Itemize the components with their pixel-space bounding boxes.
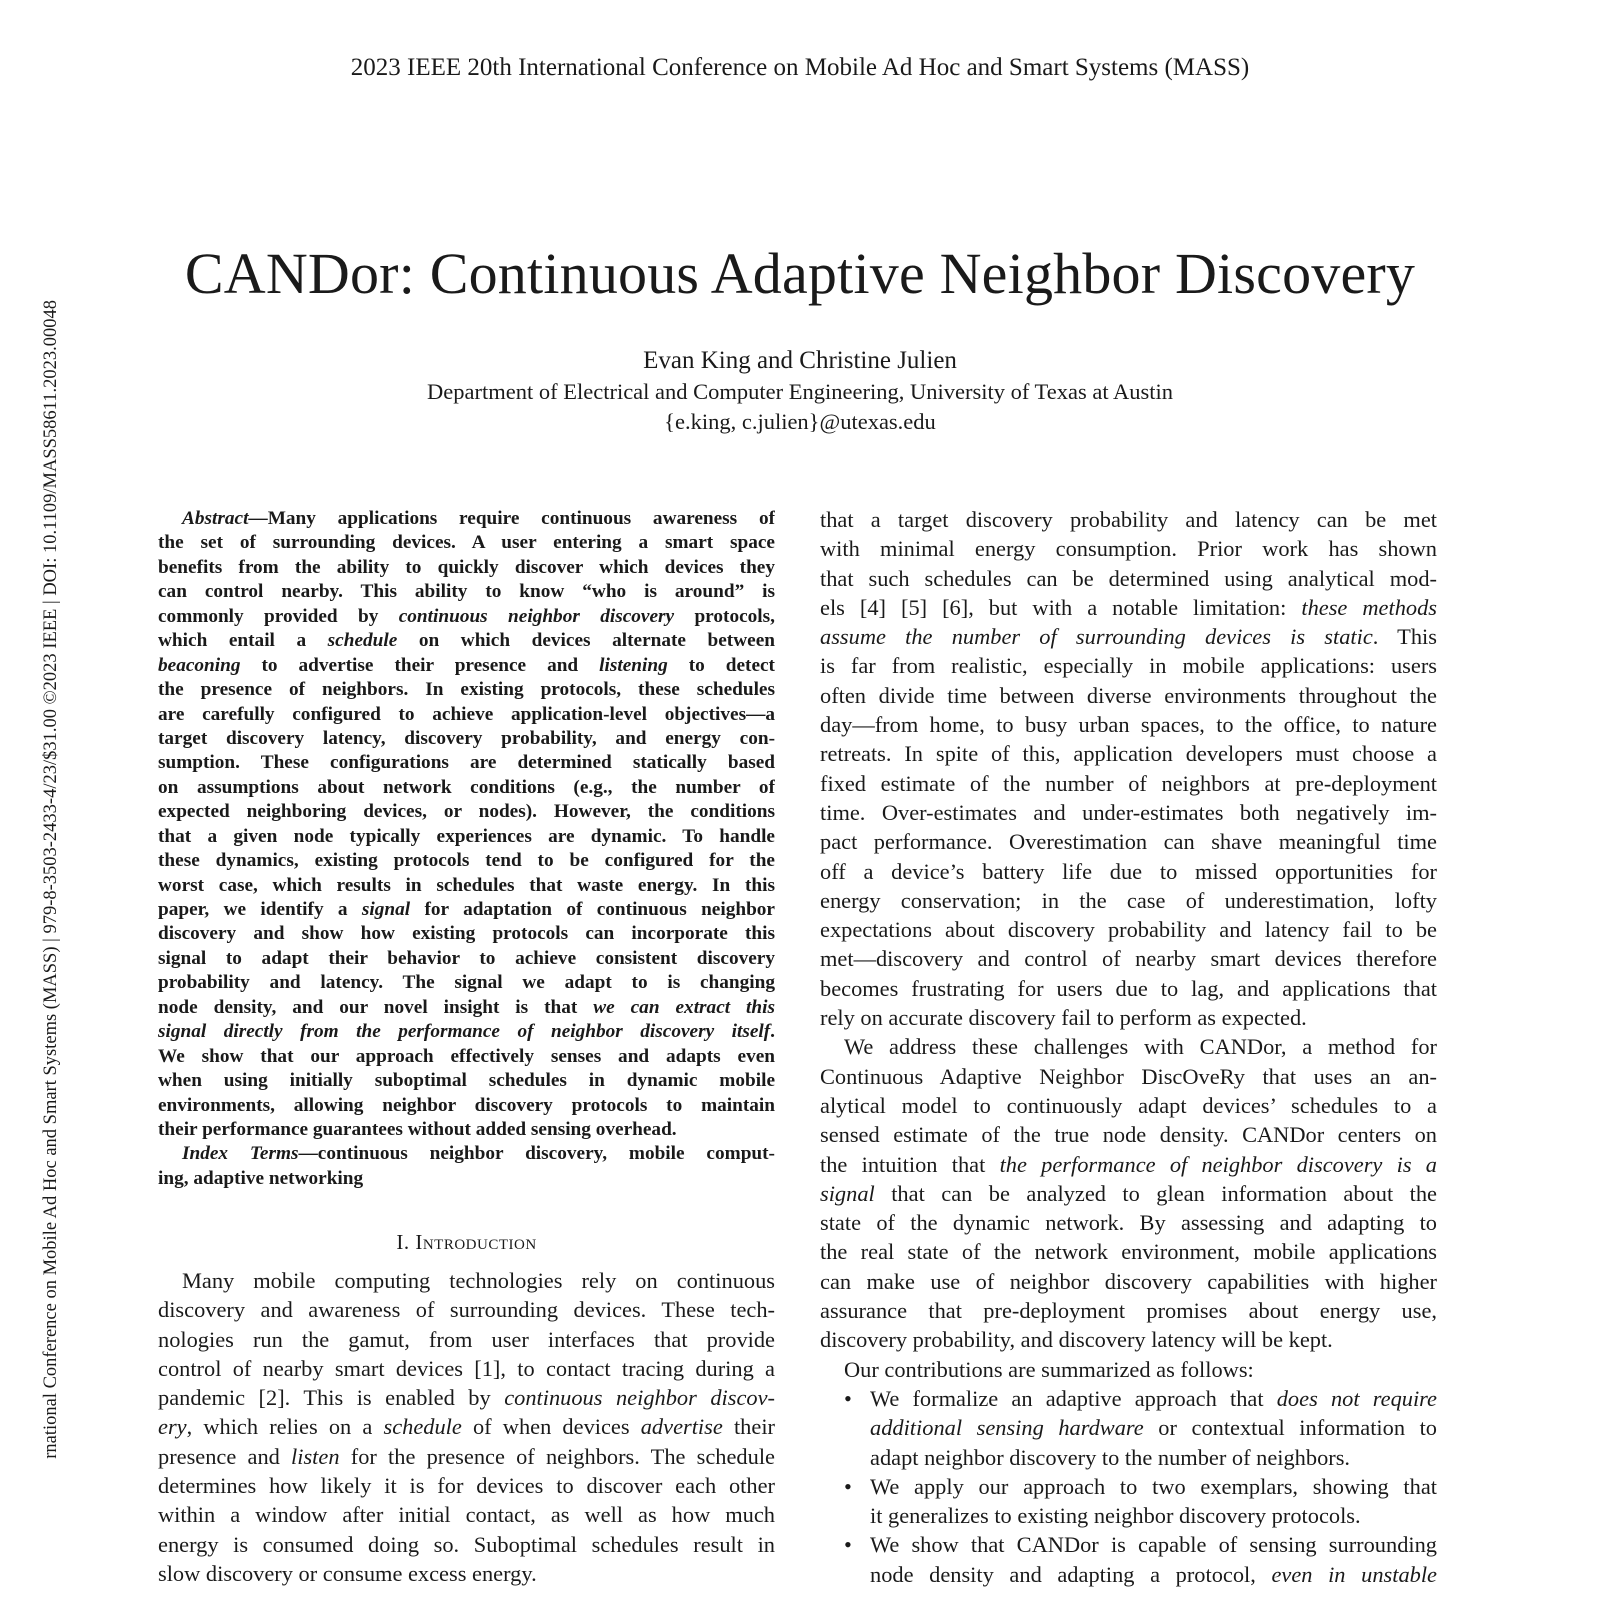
text-span: els [4] [5] [6], but with a notable limitation: (820, 594, 1302, 620)
text-line: expectations about discovery probability and latency fail to be (820, 917, 1437, 943)
text-line: We address these challenges with CANDor, a method for (844, 1034, 1437, 1060)
abstract-line: benefits from the ability to quickly discover which devices they (158, 556, 775, 578)
text-line: that a target discovery probability and latency can be met (820, 507, 1437, 532)
text-line: nologies run the gamut, from user interfaces that provide (158, 1326, 775, 1352)
conference-header: 2023 IEEE 20th International Conference on Mobile Ad Hoc and Smart Systems (MASS) (350, 54, 1250, 81)
text-line: Many mobile computing technologies rely on continuous (182, 1268, 775, 1293)
section-heading (158, 1228, 775, 1256)
text-span: —Many applications require continuous awareness of (248, 508, 775, 529)
abstract-line (158, 629, 775, 653)
abstract-line: the set of surrounding devices. A user entering a smart space (158, 532, 775, 554)
text-line: determines how likely it is for devices to discover each other (158, 1473, 775, 1499)
text-line: pact performance. Overestimation can shave meaningful time (820, 829, 1437, 855)
bullet-line (820, 1443, 1437, 1472)
bullet-line (820, 1501, 1437, 1530)
text-line: that such schedules can be determined using analytical mod- (820, 565, 1437, 591)
text-span: . (770, 1021, 775, 1043)
abstract-line: target discovery latency, discovery probability, and energy con- (158, 727, 775, 749)
doi-sidebar-text: rnational Conference on Mobile Ad Hoc and Smart Systems (MASS) | 979-8-3503-2433-4/23/$31.00 ©2023 IEEE | DOI: 10.1109/MASS58611.2023.00048 (41, 300, 61, 1459)
abstract (158, 507, 775, 1191)
abstract-line: that a given node typically experiences are dynamic. To handle (158, 825, 775, 847)
paper-authors: Evan King and Christine Julien (643, 347, 957, 374)
text-line: slow discovery or consume excess energy. (158, 1560, 537, 1586)
text-line: control of nearby smart devices [1], to contact tracing during a (158, 1355, 775, 1381)
abstract-line (158, 996, 775, 1020)
text-span: the intuition that (820, 1151, 1000, 1177)
text-line: sensed estimate of the true node density. CANDor centers on (820, 1122, 1437, 1148)
text-line (820, 1179, 1437, 1208)
text-span: node density, and our novel insight is that (158, 996, 594, 1018)
abstract-line (158, 605, 775, 629)
italic-span: the performance of neighbor discovery is a (999, 1151, 1437, 1177)
abstract-line: expected neighboring devices, or nodes). However, the conditions (158, 801, 775, 823)
bullet-icon: • (844, 1532, 852, 1558)
bullet-icon: • (844, 1473, 852, 1499)
abstract-line: their performance guarantees without added sensing overhead. (158, 1118, 677, 1140)
text-line: is far from realistic, especially in mobile applications: users (820, 653, 1437, 679)
italic-span: continuous neighbor discovery (398, 605, 675, 627)
text-span: node density and adapting a protocol, (870, 1561, 1272, 1587)
text-line: alytical model to continuously adapt devices’ schedules to a (820, 1092, 1437, 1118)
text-span: to detect (667, 654, 775, 676)
italic-span: advertise (640, 1414, 723, 1440)
text-line: with minimal energy consumption. Prior work has shown (820, 536, 1437, 562)
index-terms-line (158, 1142, 775, 1166)
italic-span: these methods (1301, 594, 1437, 620)
text-span: presence and (158, 1443, 292, 1469)
text-line: becomes frustrating for users due to lag, and applications that (820, 975, 1437, 1001)
abstract-line: worst case, which results in schedules that waste energy. In this (158, 874, 775, 896)
text-line: state of the dynamic network. By assessing and adapting to (820, 1210, 1437, 1236)
introduction-text (158, 1266, 775, 1588)
italic-span: signal directly from the performance of neighbor discovery itself (158, 1021, 771, 1043)
bullet-icon: • (844, 1385, 852, 1411)
text-span: paper, we identify a (158, 899, 362, 920)
bullet-text: it generalizes to existing neighbor discovery protocols. (870, 1503, 1361, 1529)
abstract-line: can control nearby. This ability to know “who is around” is (158, 581, 775, 603)
abstract-line (158, 898, 775, 922)
index-terms-label: Index Terms (182, 1143, 299, 1165)
abstract-line (158, 507, 775, 531)
text-line (158, 1383, 775, 1412)
text-span: which entail a (158, 630, 328, 652)
italic-span: even in unstable (1271, 1561, 1437, 1587)
text-span: or contextual information to (1143, 1415, 1437, 1441)
section-number: I. (396, 1230, 410, 1254)
bullet-text: We show that CANDor is capable of sensing surrounding (870, 1532, 1437, 1558)
text-line: discovery probability, and discovery latency will be kept. (820, 1327, 1333, 1353)
abstract-line: discovery and show how existing protocols can incorporate this (158, 923, 775, 945)
text-span: pandemic [2]. This is enabled by (158, 1385, 505, 1411)
text-line: rely on accurate discovery fail to perform as expected. (820, 1005, 1307, 1031)
section-title: Introduction (415, 1230, 537, 1254)
abstract-line: on assumptions about network conditions (e.g., the number of (158, 776, 775, 798)
text-span: ing, adaptive networking (158, 1167, 364, 1189)
abstract-line: sumption. These configurations are determined statically based (158, 752, 775, 774)
bullet-text: We apply our approach to two exemplars, showing that (870, 1473, 1437, 1499)
italic-span: additional sensing hardware (870, 1415, 1144, 1441)
text-span: for the presence of neighbors. The schedule (339, 1443, 775, 1469)
abstract-line (158, 1020, 775, 1044)
italic-span: continuous neighbor discov- (504, 1385, 775, 1411)
abstract-line: are carefully configured to achieve application-level objectives—a (158, 703, 775, 725)
text-line: off a device’s battery life due to missed opportunities for (820, 858, 1437, 884)
bullet-line (820, 1560, 1437, 1589)
index-terms-line (158, 1167, 775, 1191)
bullet-text (870, 1562, 1437, 1587)
italic-span: we can extract this (593, 996, 775, 1018)
text-line: energy conservation; in the case of underestimation, lofty (820, 887, 1437, 913)
text-span: to advertise their presence and (240, 654, 600, 676)
text-span: . This (1372, 624, 1437, 650)
text-line: retreats. In spite of this, application developers must choose a (820, 741, 1437, 767)
bullet-line (820, 1384, 1437, 1413)
abstract-line: probability and latency. The signal we adapt to is changing (158, 972, 775, 994)
abstract-line (158, 654, 775, 678)
italic-span: ery (158, 1414, 187, 1440)
text-line: Continuous Adaptive Neighbor DiscOveRy that uses an an- (820, 1063, 1437, 1089)
contributions-intro: Our contributions are summarized as follows: (844, 1356, 1254, 1382)
abstract-line: We show that our approach effectively senses and adapts even (158, 1045, 775, 1067)
text-span: , which relies on a (186, 1414, 384, 1440)
text-line: can make use of neighbor discovery capabilities with higher (820, 1268, 1437, 1294)
bullet-text: adapt neighbor discovery to the number of neighbors. (870, 1444, 1351, 1470)
text-line: energy is consumed doing so. Suboptimal schedules result in (158, 1531, 775, 1557)
abstract-line: these dynamics, existing protocols tend to be configured for the (158, 850, 775, 872)
abstract-line: environments, allowing neighbor discovery protocols to maintain (158, 1094, 775, 1116)
text-span: of when devices (461, 1414, 641, 1440)
italic-span: listening (599, 654, 668, 676)
text-span: their (722, 1414, 775, 1440)
bullet-line (820, 1413, 1437, 1442)
paper-title: CANDor: Continuous Adaptive Neighbor Discovery (184, 241, 1416, 306)
text-span: protocols, (674, 605, 775, 627)
text-line: discovery and awareness of surrounding devices. These tech- (158, 1297, 775, 1323)
italic-span: schedule (383, 1414, 462, 1440)
text-line: met—discovery and control of nearby smart devices therefore (820, 946, 1437, 972)
text-line: assurance that pre-deployment promises about energy use, (820, 1298, 1437, 1324)
italic-span: beaconing (158, 654, 241, 676)
text-span: on which devices alternate between (397, 630, 775, 652)
text-line (820, 1150, 1437, 1179)
italic-span: does not require (1276, 1385, 1437, 1411)
text-line: the real state of the network environment, mobile applications (820, 1239, 1437, 1265)
bullet-text (870, 1386, 1437, 1411)
bullet-text (870, 1415, 1437, 1440)
text-span: for adaptation of continuous neighbor (410, 899, 775, 920)
text-line: time. Over-estimates and under-estimates both negatively im- (820, 799, 1437, 825)
text-span: that can be analyzed to glean information about the (874, 1180, 1437, 1206)
abstract-line: the presence of neighbors. In existing protocols, these schedules (158, 679, 775, 701)
bullet-line (820, 1472, 1437, 1501)
text-span: commonly provided by (158, 605, 399, 627)
abstract-label: Abstract (182, 508, 249, 529)
text-line (158, 1412, 775, 1441)
right-column-text (820, 505, 1437, 1589)
abstract-line: signal to adapt their behavior to achieve consistent discovery (158, 947, 775, 969)
bullet-line (820, 1530, 1437, 1559)
text-line: fixed estimate of the number of neighbors at pre-deployment (820, 770, 1437, 796)
text-span: —continuous neighbor discovery, mobile comput- (298, 1143, 775, 1165)
text-line (820, 593, 1437, 622)
text-line (820, 622, 1437, 651)
author-email: {e.king, c.julien}@utexas.edu (664, 409, 936, 434)
italic-span: schedule (327, 630, 398, 652)
italic-span: assume the number of surrounding devices is static (820, 624, 1373, 650)
text-span: We formalize an adaptive approach that (870, 1385, 1277, 1411)
text-line (158, 1442, 775, 1471)
italic-span: listen (291, 1443, 340, 1469)
italic-span: signal (820, 1180, 875, 1206)
text-line: day—from home, to busy urban spaces, to the office, to nature (820, 712, 1437, 738)
text-line: often divide time between diverse environments throughout the (820, 682, 1437, 708)
text-line: within a window after initial contact, as well as how much (158, 1502, 775, 1528)
italic-span: signal (361, 899, 411, 920)
abstract-line: when using initially suboptimal schedules in dynamic mobile (158, 1070, 775, 1092)
author-affiliation: Department of Electrical and Computer Engineering, University of Texas at Austin (427, 379, 1173, 404)
doi-sidebar (40, 300, 62, 1600)
